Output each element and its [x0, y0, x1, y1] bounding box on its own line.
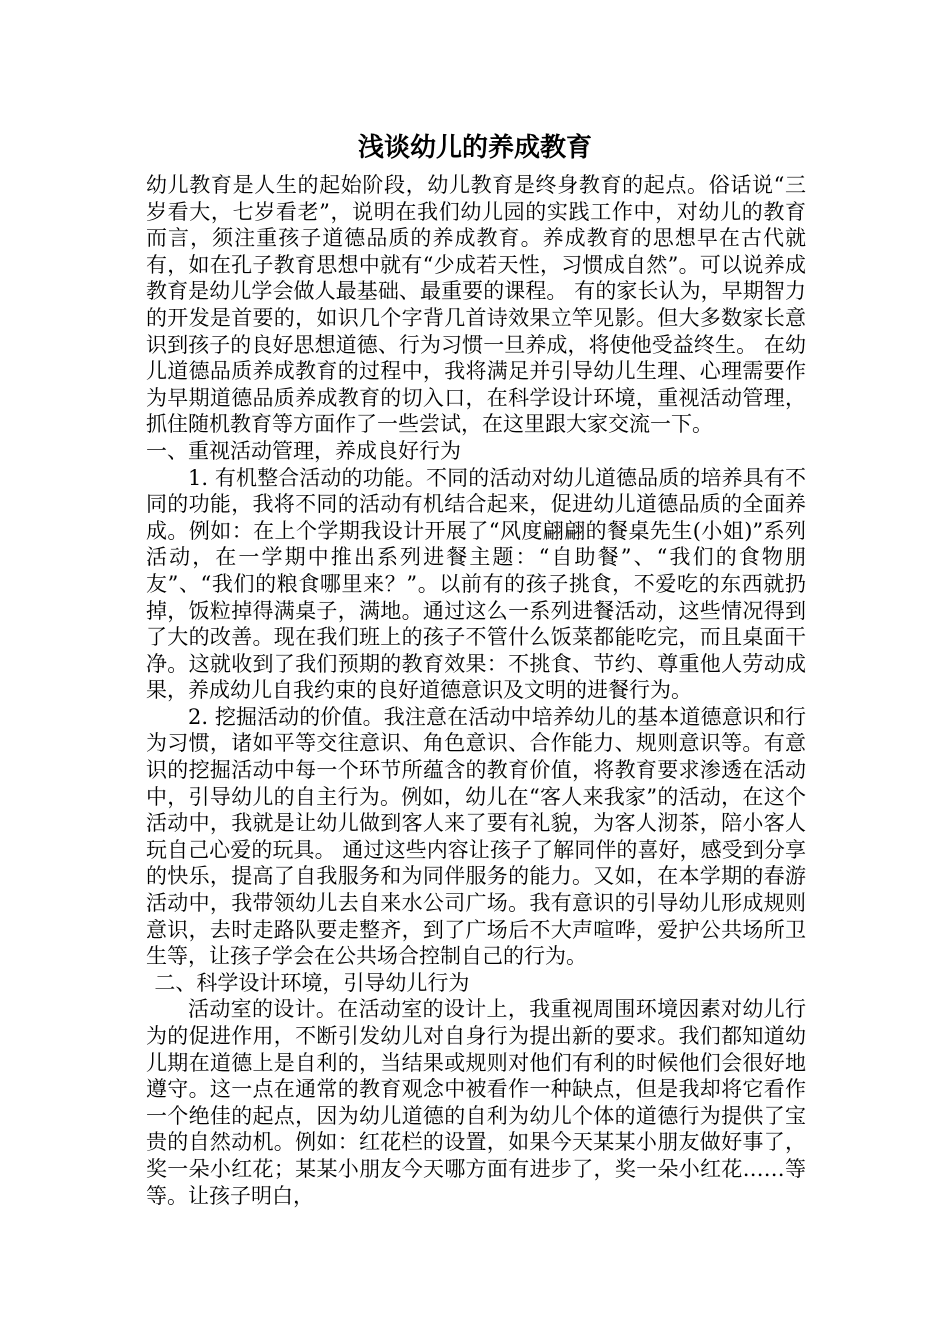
section-heading-1: 一、重视活动管理，养成良好行为 [146, 438, 461, 463]
paragraph-activity-integration: 1. 有机整合活动的功能。不同的活动对幼儿道德品质的培养具有不同的功能，我将不同的活动有机结合起来，促进幼儿道德品质的全面养成。例如：在上个学期我设计开展了“风度翩翩的餐桌先生(小姐)”系列活动，在一学期中推出系列进餐主题：“自助餐”、“我们的食物朋友”、“我们的粮食哪里来？”。以前有的孩子挑食，不爱吃的东西就扔掉，饭粒掉得满桌子，满地。通过这么一系列进餐活动，这些情况得到了大的改善。现在我们班上的孩子不管什么饭菜都能吃完，而且桌面干净。这就收到了我们预期的教育效果：不挑食、节约、尊重他人劳动成果，养成幼儿自我约束的良好道德意识及文明的进餐行为。 [146, 465, 806, 703]
paragraph-classroom-design: 活动室的设计。在活动室的设计上，我重视周围环境因素对幼儿行为的促进作用，不断引发幼儿对自身行为提出新的要求。我们都知道幼儿期在道德上是自利的，当结果或规则对他们有利的时候他们会很好地遵守。这一点在通常的教育观念中被看作一种缺点，但是我却将它看作一个绝佳的起点，因为幼儿道德的自利为幼儿个体的道德行为提供了宝贵的自然动机。例如：红花栏的设置，如果今天某某小朋友做好事了，奖一朵小红花；某某小朋友今天哪方面有进步了，奖一朵小红花……等等。让孩子明白， [146, 997, 806, 1208]
paragraph-activity-value: 2. 挖掘活动的价值。我注意在活动中培养幼儿的基本道德意识和行为习惯，诸如平等交往意识、角色意识、合作能力、规则意识等。有意识的挖掘活动中每一个环节所蕴含的教育价值，将教育要求渗透在活动中，引导幼儿的自主行为。例如，幼儿在“客人来我家”的活动，在这个活动中，我就是让幼儿做到客人来了要有礼貌，为客人沏茶，陪小客人玩自己心爱的玩具。 通过这些内容让孩子了解同伴的喜好，感受到分享的快乐，提高了自我服务和为同伴服务的能力。又如，在本学期的春游活动中，我带领幼儿去自来水公司广场。我有意识的引导幼儿形成规则意识，去时走路队要走整齐，到了广场后不大声喧哗，爱护公共场所卫生等，让孩子学会在公共场合控制自己的行为。 [146, 704, 806, 969]
intro-paragraph: 幼儿教育是人生的起始阶段，幼儿教育是终身教育的起点。俗话说“三岁看大，七岁看老”，说明在我们幼儿园的实践工作中，对幼儿的教育而言，须注重孩子道德品质的养成教育。养成教育的思想早在古代就有，如在孔子教育思想中就有“少成若天性，习惯成自然”。可以说养成教育是幼儿学会做人最基础、最重要的课程。 有的家长认为，早期智力的开发是首要的，如识几个字背几首诗效果立竿见影。但大多数家长意识到孩子的良好思想道德、行为习惯一旦养成，将使他受益终生。 在幼儿道德品质养成教育的过程中，我将满足并引导幼儿生理、心理需要作为早期道德品质养成教育的切入口，在科学设计环境，重视活动管理，抓住随机教育等方面作了一些尝试，在这里跟大家交流一下。 [146, 173, 806, 437]
section-heading-2: 二、科学设计环境，引导幼儿行为 [154, 970, 470, 995]
document-title: 浅谈幼儿的养成教育 [357, 133, 592, 163]
document-body [146, 172, 806, 1209]
